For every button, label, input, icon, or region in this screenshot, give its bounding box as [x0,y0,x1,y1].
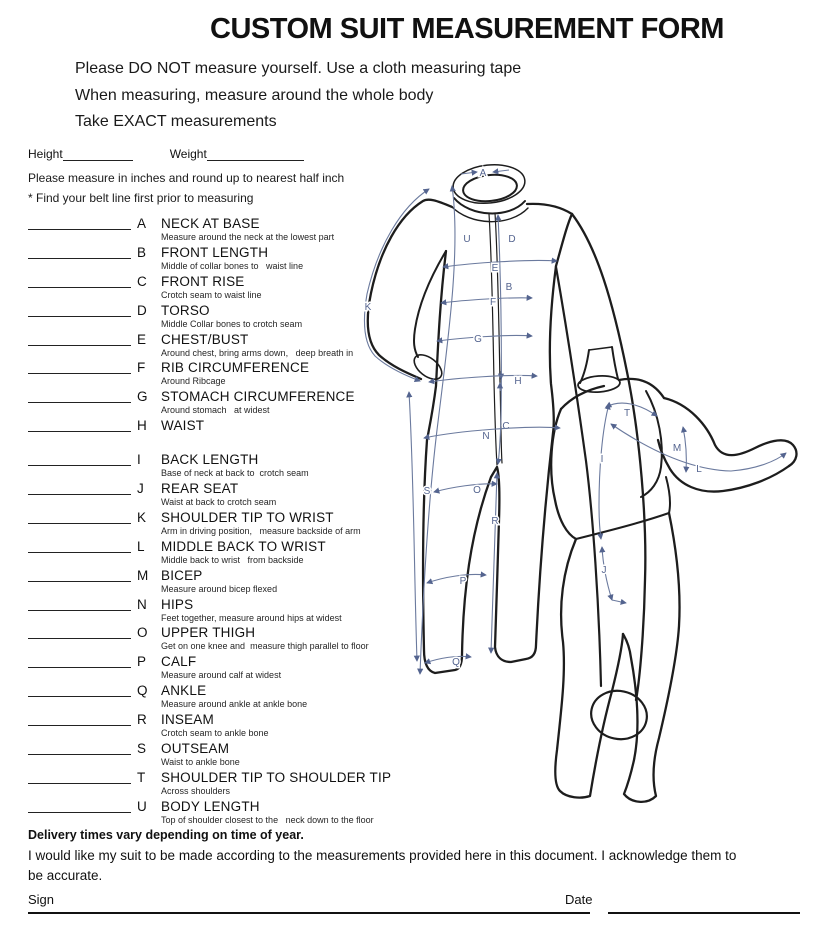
measurement-row [28,386,378,415]
measurement-row [28,242,378,271]
back-figure [551,347,796,802]
measurement-name: SHOULDER TIP TO SHOULDER TIP [161,769,392,785]
measurement-input-line[interactable] [28,709,131,726]
measurement-row [28,796,378,825]
measurement-input-line[interactable] [28,738,131,755]
zipper-line-1 [489,214,497,465]
measurement-name: WAIST [161,418,205,434]
measurement-letter: K [137,509,147,525]
collar-outer [451,161,527,206]
measurement-row [28,565,378,594]
measurement-input-line[interactable] [28,213,131,230]
measurement-name: BICEP [161,567,203,583]
measurement-desc: Measure around the neck at the lowest part [161,232,335,242]
arrow-f [441,298,532,303]
back-collar [577,375,620,394]
measurement-row [28,271,378,300]
measurement-letter: I [137,452,141,468]
measurement-input-line[interactable] [28,386,131,403]
measurement-letter: E [137,331,147,347]
measurement-desc: Measure around calf at widest [161,670,282,681]
measurement-input-line[interactable] [28,767,131,784]
height-input-line[interactable] [63,147,133,161]
measurement-letter: T [137,769,146,785]
measurement-desc: Middle back to wrist from backside [161,554,304,565]
measurement-letter: C [137,273,147,289]
measurement-name: FRONT RISE [161,273,245,289]
right-arm-inner [556,267,601,686]
measurement-desc: Waist to ankle bone [161,757,240,768]
diagram-label-n: N [482,431,490,442]
weight-label: Weight [169,147,207,161]
measurement-input-line[interactable] [28,651,131,668]
measurement-desc: Middle Collar bones to crotch seam [161,318,303,329]
right-shoulder [527,204,572,214]
weight-input-line[interactable] [207,147,304,161]
torso-and-legs [423,251,556,673]
measurement-input-line[interactable] [28,271,131,288]
measurement-desc: Measure around ankle at ankle bone [161,699,308,710]
measurement-name: CHEST/BUST [161,331,249,347]
diagram-label-l: L [696,464,702,475]
arrow-t [606,403,657,416]
note-beltline: * Find your belt line first prior to measuring [28,191,254,205]
measurement-name: MIDDLE BACK TO WRIST [161,538,326,554]
collar-inner [462,172,518,204]
right-arm-outer [572,214,645,700]
measurement-row [28,709,378,738]
back-left-edge [551,409,576,539]
arrow-g [437,335,532,341]
intro-line-1: Please DO NOT measure yourself. Use a cloth measuring tape [75,60,522,77]
measurement-list [28,213,392,825]
suit-diagram [357,146,823,830]
diagram-label-f: F [489,297,497,308]
measurement-name: STOMACH CIRCUMFERENCE [161,389,355,405]
measurement-input-line[interactable] [28,594,131,611]
diagram-label-q: Q [452,657,460,668]
measurement-letter: O [137,625,148,641]
intro-line-2: When measuring, measure around the whole body [75,86,434,104]
measurement-row [28,536,378,565]
signature-row [28,892,803,918]
acknowledgement-text: I would like my suit to be made according to the measurements provided here in this document. I acknowledge them to be accurate. [28,848,737,883]
measurement-desc: Arm in driving position, measure backside of arm [161,525,361,536]
date-label: Date [565,892,593,907]
measurement-name: SHOULDER TIP TO WRIST [161,509,334,525]
diagram-label-g: G [474,334,482,345]
measurement-row [28,507,378,536]
measurement-input-line[interactable] [28,449,131,466]
measurement-name: REAR SEAT [161,481,239,497]
measurement-letter: R [137,712,147,728]
arrow-s [409,392,417,661]
measurement-letter: N [137,596,147,612]
measurement-letter: H [137,418,147,434]
diagram-label-i: I [600,454,604,465]
measurement-name: RIB CIRCUMFERENCE [161,360,310,376]
measurement-desc: Around stomach at widest [161,405,270,416]
left-arm-outer [368,200,452,379]
measurement-row [28,680,378,709]
diagram-label-k: K [364,302,372,313]
measurement-row [28,594,378,623]
diagram-label-b: B [505,282,513,293]
measurement-name: TORSO [161,302,210,318]
measurement-letter: P [137,654,147,670]
right-armpit [556,214,572,266]
measurement-row [28,213,378,242]
measurement-desc: Across shoulders [161,785,231,796]
measurement-letter: U [137,798,147,814]
back-left-leg [555,539,623,798]
measurement-input-line[interactable] [28,680,131,697]
diagram-label-j: J [601,565,607,576]
measurement-row [28,651,378,680]
measurement-input-line[interactable] [28,507,131,524]
measurement-input-line[interactable] [28,300,131,317]
diagram-label-s: S [423,486,431,497]
measurement-letter: A [137,216,147,231]
height-label: Height [28,147,63,161]
diagram-label-e: E [491,263,499,274]
measurement-input-line[interactable] [28,536,131,553]
diagram-label-u: U [463,234,471,245]
diagram-label-d: D [508,234,516,245]
measurement-input-line[interactable] [28,357,131,374]
diagram-label-c: C [502,421,510,432]
note-inches: Please measure in inches and round up to nearest half inch [28,171,345,185]
height-weight-row [28,146,304,161]
measurement-name: INSEAM [161,712,214,728]
measurement-desc: Base of neck at back to crotch seam [161,468,309,479]
measurement-desc: Around Ribcage [161,376,226,387]
arrow-q [425,656,471,663]
diagram-label-h: H [514,376,522,387]
form-title: CUSTOM SUIT MEASUREMENT FORM [210,13,724,45]
measurement-desc: Middle of collar bones to waist line [161,260,304,271]
sign-input-line[interactable] [28,912,590,914]
arrow-n [424,427,560,438]
intro-line-3: Take EXACT measurements [75,113,277,130]
measurement-letter: G [137,389,148,405]
measurement-row [28,300,378,329]
back-waist-seam [576,513,669,539]
front-annotations [364,168,560,674]
arrow-a-right [493,170,509,172]
back-annotations [599,403,786,603]
arrow-i [599,404,609,539]
measurement-desc: Waist at back to crotch seam [161,497,277,508]
back-neck-right [612,347,618,379]
measurement-desc: Around chest, bring arms down, deep breath in [161,347,354,358]
arrow-m [683,427,686,472]
measurement-name: CALF [161,654,197,670]
measurement-letter: F [137,360,146,376]
measurement-row [28,622,378,651]
measurement-letter: B [137,244,147,260]
measurement-desc: Crotch seam to waist line [161,289,262,300]
measurement-input-line[interactable] [28,415,131,432]
measurement-letter: S [137,741,147,757]
diagram-label-t: T [623,408,631,419]
measurement-name: NECK AT BASE [161,216,260,231]
arrow-j-tick [612,600,626,603]
measurement-name: BACK LENGTH [161,452,259,468]
arrow-p [427,574,486,583]
measurement-input-line[interactable] [28,565,131,582]
diagram-label-a: A [479,168,487,179]
measurement-letter: D [137,302,147,318]
diagram-label-m: M [672,443,682,454]
measurement-input-line[interactable] [28,242,131,259]
intro-block [75,56,521,136]
measurement-row [28,329,378,358]
measurement-row [28,449,378,478]
measurement-desc: Top of shoulder closest to the neck down to the floor [161,814,374,825]
date-input-line[interactable] [608,912,800,914]
measurement-letter: M [137,567,149,583]
right-cuff [587,686,652,745]
measurement-letter: J [137,481,144,497]
measurement-row [28,357,378,386]
back-shoulder-right [619,379,664,398]
measurement-row [28,738,378,767]
measurement-desc: Measure around bicep flexed [161,583,278,594]
measurement-desc: Feet together, measure around hips at widest [161,612,342,623]
measurement-name: OUTSEAM [161,741,230,757]
measurement-name: FRONT LENGTH [161,244,269,260]
measurement-letter: L [137,538,145,554]
back-right-side [666,477,670,513]
measurement-row [28,415,378,444]
measurement-row [28,767,392,796]
measurement-row [28,478,378,507]
measurement-input-line[interactable] [28,622,131,639]
measurement-name: HIPS [161,596,194,612]
back-right-leg [623,513,680,802]
measurement-name: ANKLE [161,683,207,699]
arrow-u [420,186,455,674]
back-neck-top [589,347,612,350]
measurement-name: BODY LENGTH [161,798,260,814]
arrow-k [364,189,429,381]
delivery-note: Delivery times vary depending on time of year. [28,828,304,842]
measurement-letter: Q [137,683,148,699]
measurement-input-line[interactable] [28,329,131,346]
measurement-input-line[interactable] [28,796,131,813]
diagram-label-p: P [459,576,467,587]
diagram-label-r: R [491,516,499,527]
diagram-label-o: O [473,485,481,496]
measurement-input-line[interactable] [28,478,131,495]
measurement-name: UPPER THIGH [161,625,256,641]
sign-label: Sign [28,892,55,907]
measurement-desc: Get on one knee and measure thigh parallel to floor [161,641,369,652]
measurement-desc: Crotch seam to ankle bone [161,728,269,739]
front-figure [368,161,652,744]
